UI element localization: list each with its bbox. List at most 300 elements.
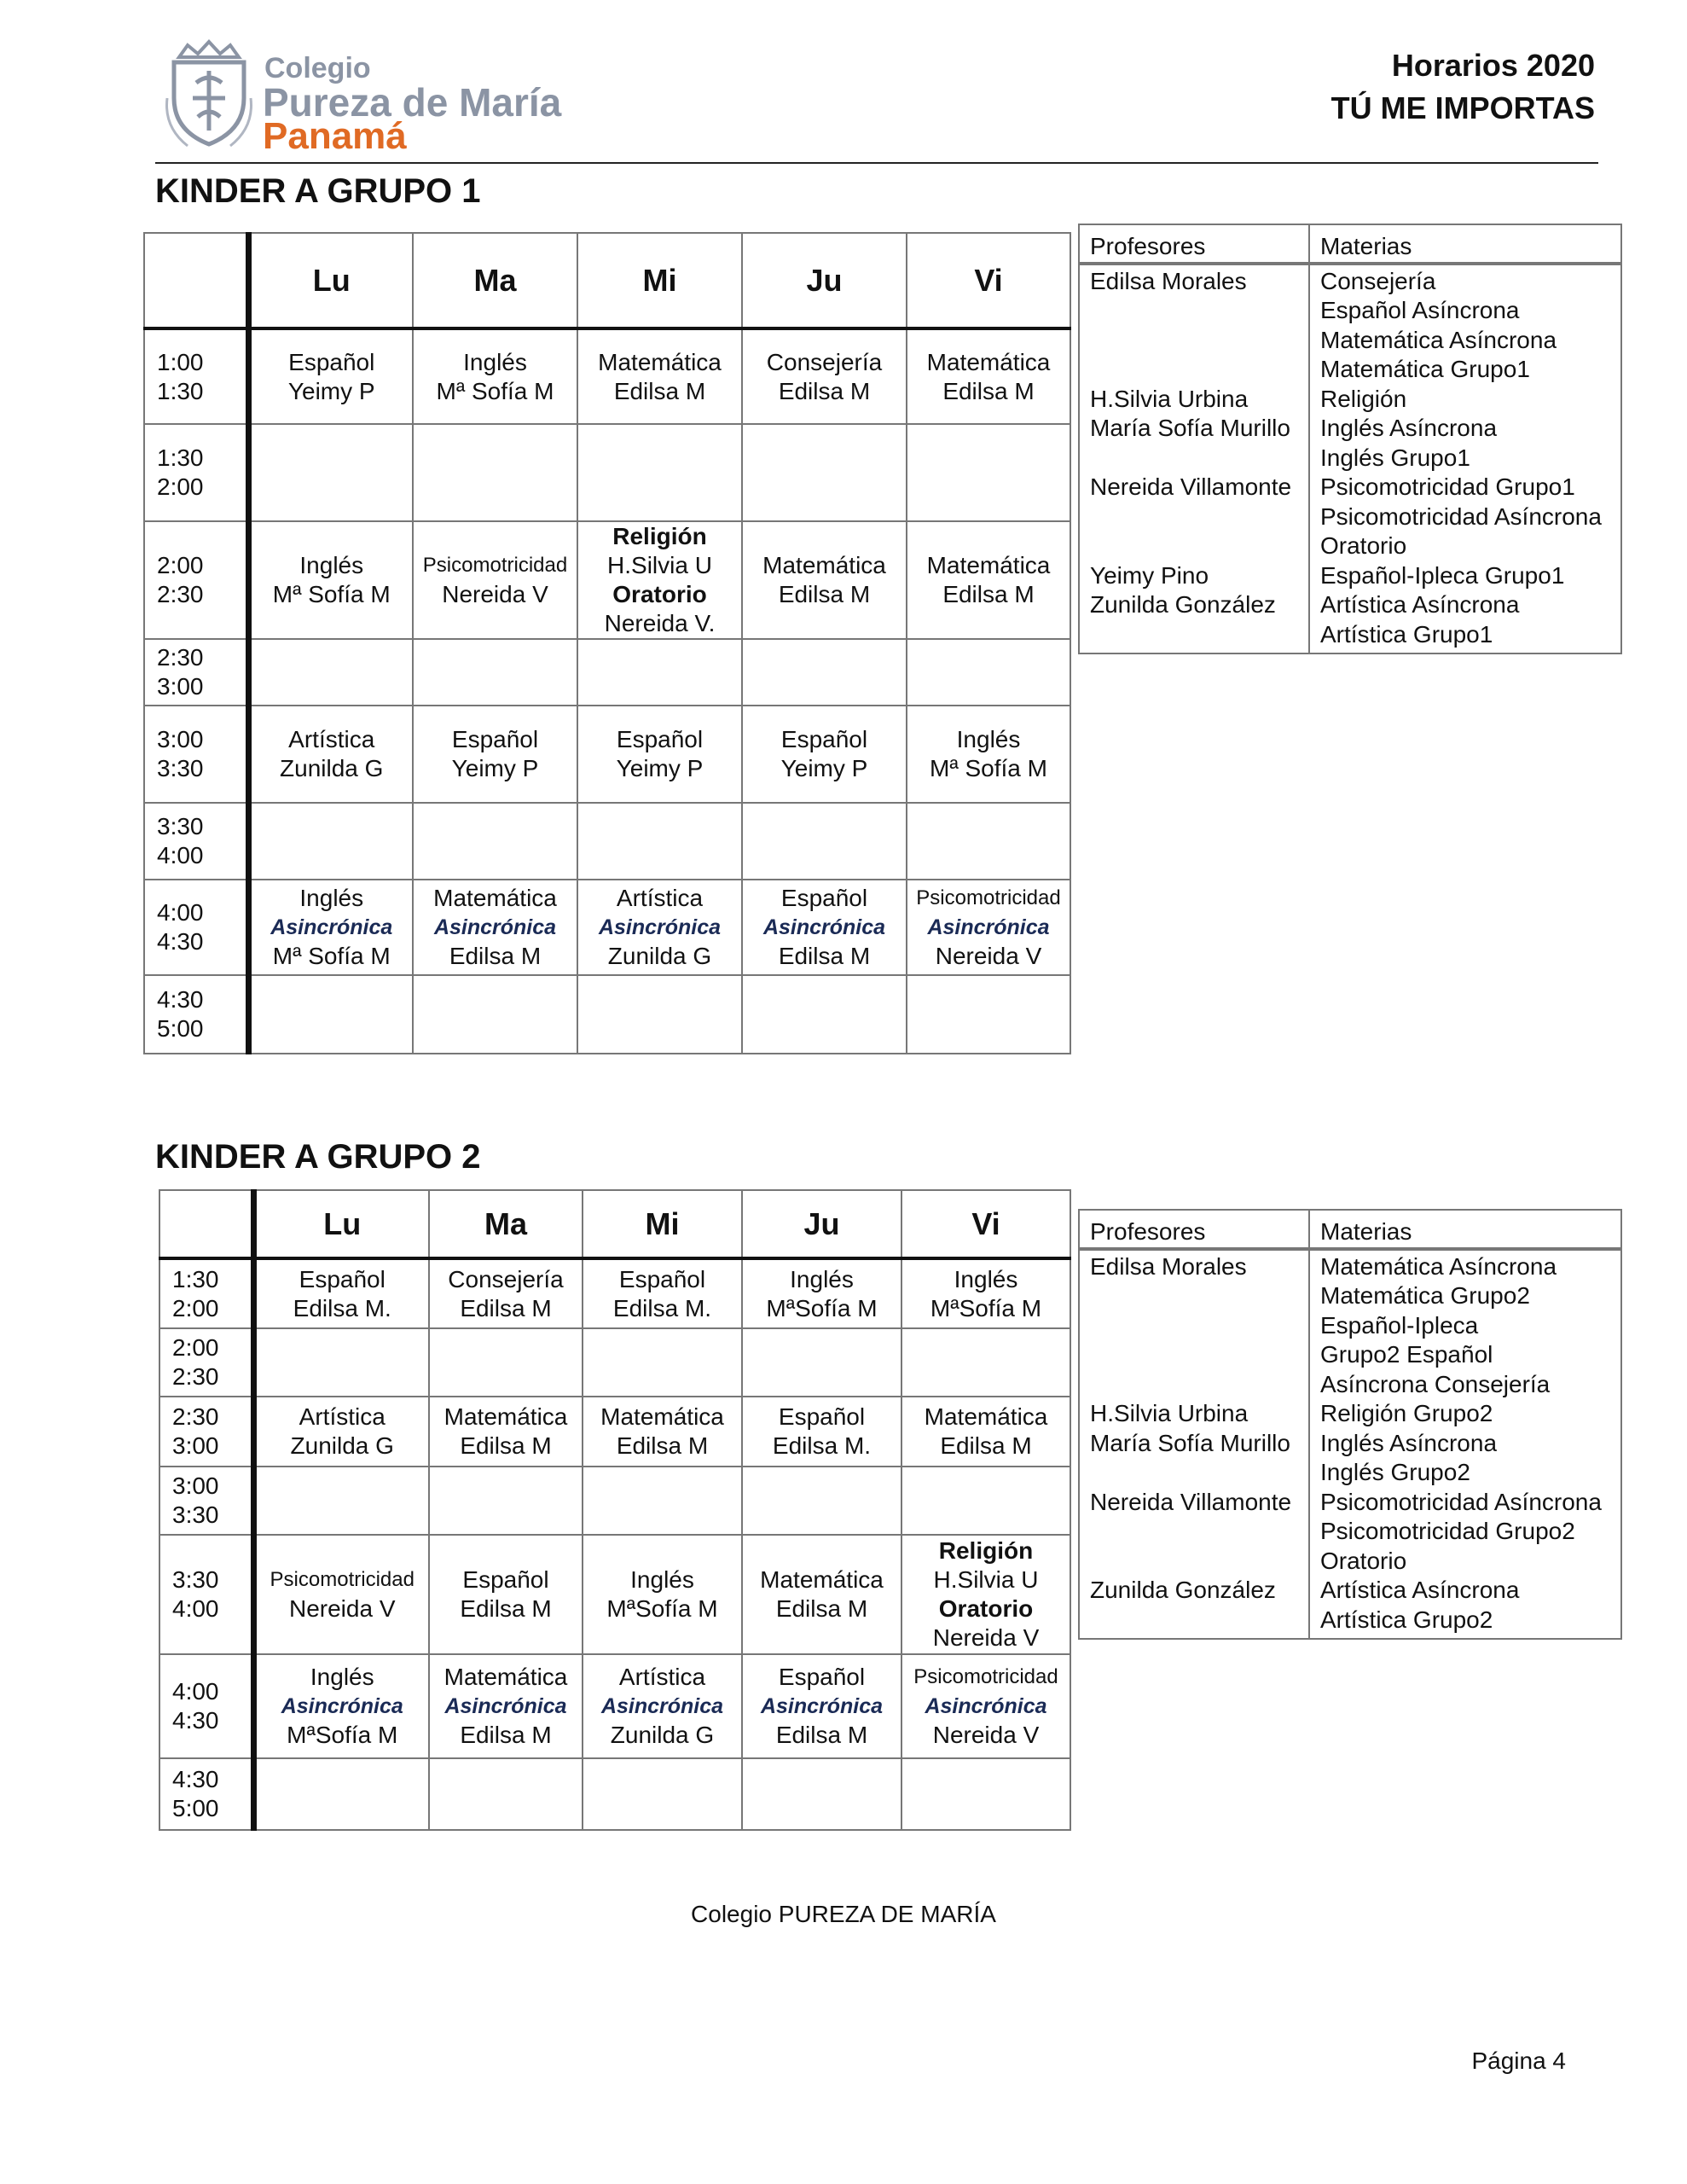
class-cell [577, 803, 742, 880]
teacher-name: H.Silvia Urbina [1090, 1400, 1249, 1426]
class-cell [248, 328, 413, 424]
teacher-name: Zunilda González [1090, 1577, 1276, 1603]
time-label: 1:30 [157, 377, 204, 404]
time-slot-cell [159, 1397, 253, 1467]
time-label: 3:30 [157, 813, 204, 839]
class-line: Edilsa M [616, 1432, 709, 1459]
class-line: Español [778, 1403, 866, 1430]
time-label: 3:30 [157, 755, 204, 781]
class-line: Zunilda G [290, 1432, 394, 1459]
class-line: Artística [618, 1664, 706, 1690]
class-line: Matemática [762, 552, 886, 578]
schedule-table-grupo1 [143, 232, 1071, 1054]
time-label: 3:00 [172, 1432, 219, 1459]
class-line: Edilsa M. [293, 1294, 391, 1321]
time-label: 5:00 [157, 1015, 204, 1042]
section-title-grupo2: KINDER A GRUPO 2 [155, 1138, 481, 1176]
asynchronous-label: Asincrónica [927, 915, 1050, 939]
class-cell [901, 1535, 1070, 1654]
class-cell [583, 1397, 742, 1467]
class-line: H.Silvia U [933, 1566, 1039, 1593]
class-line: Zunilda G [280, 755, 384, 781]
day-header: Ma [413, 233, 577, 328]
class-line: Psicomotricidad [913, 1665, 1058, 1688]
class-cell [907, 424, 1070, 521]
time-label: 3:30 [172, 1566, 219, 1593]
teacher-name: María Sofía Murillo [1090, 1429, 1290, 1456]
footer-text: Colegio PUREZA DE MARÍA [691, 1901, 996, 1927]
class-cell [577, 328, 742, 424]
class-cell [742, 706, 907, 803]
time-label: 2:00 [172, 1294, 219, 1321]
class-cell [413, 880, 577, 975]
class-cell [742, 975, 907, 1054]
class-cell [253, 1397, 429, 1467]
subject-name: Inglés Asíncrona [1320, 415, 1498, 441]
schedule-row [144, 328, 1070, 424]
asynchronous-label: Asincrónica [433, 915, 557, 939]
time-slot-cell [159, 1467, 253, 1535]
class-line: Artística [299, 1403, 386, 1430]
time-label: 4:30 [157, 928, 204, 955]
class-cell [901, 1654, 1070, 1758]
class-line: Español [618, 1265, 706, 1292]
time-slot-cell [159, 1328, 253, 1397]
teacher-name: Nereida Villamonte [1090, 473, 1292, 500]
class-cell [413, 424, 577, 521]
class-cell [577, 706, 742, 803]
class-line: Edilsa M [940, 1432, 1032, 1459]
class-cell [901, 1467, 1070, 1535]
schedule-row [159, 1467, 1070, 1535]
subject-name: Español-Ipleca [1320, 1311, 1479, 1339]
time-slot-cell [144, 803, 248, 880]
class-cell [907, 706, 1070, 803]
subject-name: Asíncrona Consejería [1320, 1370, 1551, 1397]
class-cell [742, 1535, 901, 1654]
school-logo [162, 38, 562, 158]
class-cell [742, 803, 907, 880]
class-line: Español [780, 885, 868, 911]
class-cell [742, 328, 907, 424]
teacher-name [1090, 1370, 1298, 1400]
teachers-header-row [1079, 224, 1621, 264]
class-line: Inglés [630, 1566, 694, 1593]
class-cell [253, 1328, 429, 1397]
schedule-row [144, 975, 1070, 1054]
teacher-name [1090, 326, 1298, 356]
class-cell [577, 521, 742, 639]
schedule-row [144, 803, 1070, 880]
subject-name: Artística Grupo2 [1320, 1606, 1493, 1633]
day-header: Mi [577, 233, 742, 328]
class-cell [583, 1467, 742, 1535]
teacher-name [1090, 1340, 1298, 1370]
class-line: Edilsa M [775, 1595, 868, 1622]
class-line: Artística [288, 726, 375, 752]
class-cell [742, 424, 907, 521]
subject-name: Matemática Grupo1 [1320, 356, 1530, 382]
time-slot-cell [144, 975, 248, 1054]
class-line: Inglés [790, 1265, 854, 1292]
class-cell [583, 1535, 742, 1654]
class-line: Matemática [926, 348, 1051, 375]
subject-name: Psicomotricidad Asíncrona [1320, 502, 1602, 530]
day-header: Vi [907, 233, 1070, 328]
class-cell [248, 975, 413, 1054]
logo-colegio: Colegio [264, 52, 371, 84]
teacher-name [1090, 1458, 1298, 1488]
subject-name: Psicomotricidad Asíncrona [1320, 1488, 1602, 1515]
time-slot-cell [159, 1535, 253, 1654]
class-line: Nereida V [932, 1624, 1040, 1651]
subject-name: Religión [1320, 385, 1407, 412]
class-line: Español [451, 726, 539, 752]
schedule-table-grupo2 [159, 1189, 1071, 1831]
time-slot-cell [144, 328, 248, 424]
class-line: Yeimy P [616, 755, 704, 781]
class-line: Psicomotricidad [270, 1568, 415, 1591]
time-label: 3:00 [157, 673, 204, 700]
class-line: Español [616, 726, 704, 752]
class-line: Inglés [463, 348, 527, 375]
class-cell [907, 803, 1070, 880]
class-line: Zunilda G [607, 943, 712, 969]
teacher-name: Nereida Villamonte [1090, 1488, 1292, 1515]
time-label: 2:00 [157, 552, 204, 578]
class-line: Mª Sofía M [930, 755, 1047, 781]
class-cell [742, 1258, 901, 1328]
class-line: Artística [616, 885, 704, 911]
class-line: Edilsa M. [772, 1432, 872, 1459]
teachers-list [1079, 1249, 1309, 1640]
time-slot-cell [159, 1654, 253, 1758]
teacher-name [1090, 1606, 1298, 1635]
teacher-name [1090, 1281, 1298, 1311]
class-cell [742, 1758, 901, 1830]
subject-name: Oratorio [1320, 532, 1407, 559]
schedule-row [144, 706, 1070, 803]
class-line: Religión [938, 1537, 1034, 1564]
class-line: H.Silvia U [607, 552, 712, 578]
subject-name: Oratorio [1320, 1547, 1407, 1574]
teachers-table-grupo1 [1078, 224, 1622, 654]
time-label: 4:00 [157, 842, 204, 868]
teachers-body-row [1079, 264, 1621, 654]
class-cell [577, 880, 742, 975]
teacher-name: H.Silvia Urbina [1090, 385, 1249, 412]
class-line: Edilsa M [942, 581, 1035, 607]
class-line: Edilsa M [460, 1595, 552, 1622]
class-line: Edilsa M [460, 1432, 552, 1459]
header-divider [155, 162, 1598, 164]
class-line: Español [462, 1566, 549, 1593]
time-label: 2:30 [172, 1403, 219, 1430]
class-cell [577, 639, 742, 706]
teacher-name: Yeimy Pino [1090, 561, 1209, 589]
time-label: 3:00 [172, 1472, 219, 1499]
class-cell [907, 328, 1070, 424]
teachers-body-row [1079, 1249, 1621, 1640]
crest-icon [162, 38, 256, 151]
asynchronous-label: Asincrónica [760, 1694, 884, 1718]
subject-name: Matemática Asíncrona [1320, 1252, 1557, 1280]
class-cell [413, 328, 577, 424]
class-line: Consejería [448, 1265, 564, 1292]
time-label: 2:30 [172, 1363, 219, 1390]
class-cell [429, 1258, 583, 1328]
schedule-header-row [144, 233, 1070, 328]
teacher-name [1090, 502, 1298, 532]
class-cell [248, 803, 413, 880]
asynchronous-label: Asincrónica [598, 915, 722, 939]
class-cell [583, 1328, 742, 1397]
class-line: Inglés [954, 1265, 1018, 1292]
teacher-name [1090, 444, 1298, 473]
class-cell [413, 639, 577, 706]
section-title-grupo1: KINDER A GRUPO 1 [155, 172, 481, 210]
class-line: Edilsa M [778, 943, 871, 969]
class-cell [901, 1258, 1070, 1328]
time-label: 2:00 [157, 473, 204, 500]
time-label: 2:30 [157, 644, 204, 671]
class-line: Inglés [299, 885, 364, 911]
class-line: Inglés [310, 1664, 374, 1690]
teacher-name [1090, 355, 1298, 385]
document-title: Horarios 2020 [1391, 48, 1595, 83]
teacher-name: Edilsa Morales [1090, 1252, 1247, 1280]
class-line: Edilsa M [449, 943, 542, 969]
class-line: MªSofía M [766, 1294, 878, 1321]
class-cell [413, 706, 577, 803]
time-label: 2:30 [157, 581, 204, 607]
class-cell [429, 1654, 583, 1758]
class-line: Psicomotricidad [422, 554, 568, 577]
class-cell [577, 424, 742, 521]
class-cell [253, 1467, 429, 1535]
class-line: Mª Sofía M [436, 377, 554, 404]
teacher-name [1090, 296, 1298, 326]
class-line: Edilsa M [778, 377, 871, 404]
class-cell [907, 521, 1070, 639]
teachers-table-grupo2 [1078, 1209, 1622, 1640]
class-line: Religión [612, 523, 707, 549]
class-cell [742, 1397, 901, 1467]
class-line: Edilsa M [778, 581, 871, 607]
header-titles [1331, 44, 1595, 130]
class-line: Matemática [433, 885, 557, 911]
class-line: MªSofía M [606, 1595, 718, 1622]
subject-name: Inglés Asíncrona [1320, 1429, 1498, 1456]
class-line: Oratorio [612, 581, 707, 607]
schedule-row [144, 639, 1070, 706]
teacher-name [1090, 620, 1298, 650]
class-line: Edilsa M [775, 1722, 868, 1748]
class-line: Inglés [299, 552, 364, 578]
class-cell [253, 1654, 429, 1758]
schedule-row [159, 1535, 1070, 1654]
corner-cell [144, 233, 248, 328]
class-cell [248, 521, 413, 639]
teachers-column-header: Profesores [1079, 224, 1309, 264]
class-line: MªSofía M [930, 1294, 1042, 1321]
class-cell [583, 1758, 742, 1830]
class-cell [577, 975, 742, 1054]
teachers-list [1079, 264, 1309, 654]
class-cell [413, 803, 577, 880]
class-line: Edilsa M [613, 377, 706, 404]
class-cell [901, 1758, 1070, 1830]
class-cell [429, 1328, 583, 1397]
class-cell [907, 975, 1070, 1054]
class-cell [901, 1397, 1070, 1467]
time-slot-cell [144, 521, 248, 639]
subject-name: Artística Grupo1 [1320, 620, 1493, 648]
time-label: 5:00 [172, 1795, 219, 1821]
class-line: Nereida V [288, 1595, 396, 1622]
class-cell [429, 1467, 583, 1535]
class-line: Matemática [926, 552, 1051, 578]
schedule-row [159, 1328, 1070, 1397]
asynchronous-label: Asincrónica [600, 1694, 724, 1718]
teachers-column-header: Profesores [1079, 1210, 1309, 1249]
time-label: 4:30 [172, 1766, 219, 1792]
class-line: Español [778, 1664, 866, 1690]
time-label: 4:30 [157, 986, 204, 1013]
class-line: Edilsa M. [612, 1294, 712, 1321]
subject-name: Inglés Grupo2 [1320, 1459, 1470, 1485]
time-label: 1:00 [157, 348, 204, 375]
day-header: Ju [742, 1190, 901, 1258]
time-slot-cell [144, 706, 248, 803]
time-label: 3:30 [172, 1502, 219, 1528]
subject-name: Artística Asíncrona [1320, 591, 1520, 618]
time-label: 3:00 [157, 726, 204, 752]
day-header: Mi [583, 1190, 742, 1258]
asynchronous-label: Asincrónica [281, 1694, 403, 1718]
subject-name: Inglés Grupo1 [1320, 444, 1470, 471]
class-line: Yeimy P [287, 377, 375, 404]
class-cell [583, 1654, 742, 1758]
time-slot-cell [159, 1758, 253, 1830]
class-line: Edilsa M [460, 1722, 552, 1748]
teacher-name [1090, 531, 1298, 561]
time-slot-cell [144, 639, 248, 706]
class-cell [907, 639, 1070, 706]
class-line: Consejería [766, 348, 883, 375]
subjects-column-header: Materias [1309, 1210, 1621, 1249]
class-line: Matemática [924, 1403, 1048, 1430]
day-header: Lu [253, 1190, 429, 1258]
time-label: 4:00 [172, 1595, 219, 1622]
subject-name: Español Asíncrona [1320, 297, 1520, 323]
class-cell [429, 1758, 583, 1830]
subjects-column-header: Materias [1309, 224, 1621, 264]
schedule-row [144, 521, 1070, 639]
subject-name: Religión Grupo2 [1320, 1400, 1493, 1426]
class-line: Mª Sofía M [272, 581, 391, 607]
logo-school-name: Pureza de María [263, 80, 562, 125]
day-header: Ju [742, 233, 907, 328]
class-line: Yeimy P [451, 755, 539, 781]
class-line: Psicomotricidad [916, 886, 1061, 909]
class-cell [413, 521, 577, 639]
class-line: Zunilda G [610, 1722, 715, 1748]
schedule-row [159, 1654, 1070, 1758]
subject-name: Consejería [1320, 267, 1436, 294]
class-line: Nereida V [935, 943, 1042, 969]
class-line: Edilsa M [460, 1294, 552, 1321]
subject-name: Psicomotricidad Grupo2 [1320, 1518, 1575, 1544]
time-label: 4:00 [157, 899, 204, 926]
teacher-name [1090, 1311, 1298, 1341]
time-slot-cell [144, 424, 248, 521]
time-label: 2:00 [172, 1334, 219, 1361]
class-cell [429, 1535, 583, 1654]
teacher-name [1090, 1547, 1298, 1577]
class-line: Nereida V [932, 1722, 1040, 1748]
class-line: Español [299, 1265, 386, 1292]
teacher-name: María Sofía Murillo [1090, 415, 1290, 441]
teachers-header-row [1079, 1210, 1621, 1249]
subject-name: Artística Asíncrona [1320, 1577, 1520, 1603]
time-label: 4:00 [172, 1678, 219, 1705]
asynchronous-label: Asincrónica [762, 915, 886, 939]
class-cell [248, 880, 413, 975]
page-number: Página 4 [1471, 2048, 1566, 2074]
schedule-row [144, 424, 1070, 521]
teacher-name: Edilsa Morales [1090, 267, 1247, 294]
asynchronous-label: Asincrónica [444, 1694, 567, 1718]
schedule-row [144, 880, 1070, 975]
time-label: 1:30 [172, 1265, 219, 1292]
class-line: Matemática [598, 348, 722, 375]
class-cell [429, 1397, 583, 1467]
class-cell [742, 1467, 901, 1535]
time-label: 1:30 [157, 444, 204, 471]
class-cell [413, 975, 577, 1054]
class-line: Matemática [443, 1664, 568, 1690]
corner-cell [159, 1190, 253, 1258]
subject-name: Español-Ipleca Grupo1 [1320, 561, 1565, 589]
class-line: Matemática [443, 1403, 568, 1430]
class-line: Nereida V [442, 581, 548, 607]
subject-name: Psicomotricidad Grupo1 [1320, 473, 1575, 500]
subjects-list [1309, 1249, 1621, 1640]
time-slot-cell [144, 880, 248, 975]
class-cell [742, 1328, 901, 1397]
class-line: Edilsa M [942, 377, 1035, 404]
class-line: Español [288, 348, 375, 375]
class-cell [742, 639, 907, 706]
class-cell [248, 424, 413, 521]
schedule-row [159, 1397, 1070, 1467]
day-header: Lu [248, 233, 413, 328]
class-line: Matemática [760, 1566, 884, 1593]
class-cell [248, 639, 413, 706]
asynchronous-label: Asincrónica [925, 1694, 1047, 1718]
class-line: Oratorio [938, 1595, 1034, 1622]
class-line: Inglés [956, 726, 1021, 752]
day-header: Ma [429, 1190, 583, 1258]
class-cell [907, 880, 1070, 975]
class-line: MªSofía M [287, 1722, 398, 1748]
class-cell [901, 1328, 1070, 1397]
schedule-header-row [159, 1190, 1070, 1258]
class-cell [253, 1758, 429, 1830]
document-subtitle: TÚ ME IMPORTAS [1330, 90, 1595, 125]
day-header: Vi [901, 1190, 1070, 1258]
